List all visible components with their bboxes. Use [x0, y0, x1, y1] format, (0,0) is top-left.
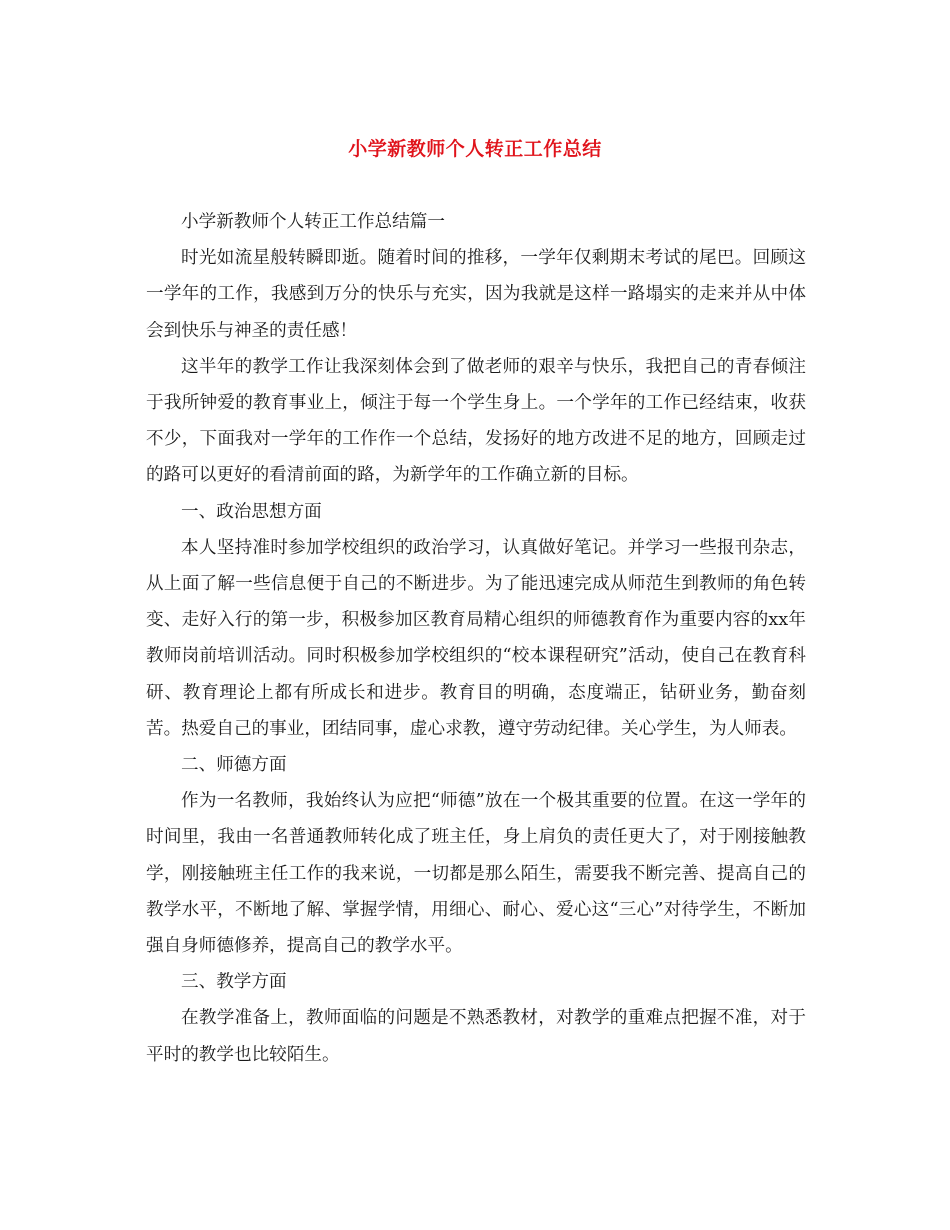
document-title: 小学新教师个人转正工作总结 [348, 138, 602, 160]
section-heading: 二、师德方面 [181, 755, 287, 776]
paragraph: 时光如流星般转瞬即逝。随着时间的推移，一学年仅剩期末考试的尾巴。回顾这一学年的工作，我感到万分的快乐与充实，因为我就是这样一路塌实的走来并从中体会到快乐与神圣的责任感！ [146, 248, 806, 341]
paragraph: 作为一名教师，我始终认为应把“师德”放在一个极其重要的位置。在这一学年的时间里，我由一名普通教师转化成了班主任，身上肩负的责任更大了，对于刚接触教学，刚接触班主任工作的我来说，一切都是那么陌生，需要我不断完善、提高自己的教学水平，不断地了解、掌握学情，用细心、耐心、爱心这“三心”对待学生，不断加强自身师德修养，提高自己的教学水平。 [146, 791, 806, 957]
section-heading: 一、政治思想方面 [181, 501, 322, 522]
document-body [146, 204, 806, 1073]
paragraph: 在教学准备上，教师面临的问题是不熟悉教材，对教学的重难点把握不准，对于平时的教学也比较陌生。 [146, 1008, 806, 1065]
section-heading: 三、教学方面 [181, 972, 287, 993]
section-heading: 小学新教师个人转正工作总结篇一 [181, 212, 445, 232]
paragraph: 本人坚持准时参加学校组织的政治学习，认真做好笔记。并学习一些报刊杂志，从上面了解一些信息便于自己的不断进步。为了能迅速完成从师范生到教师的角色转变、走好入行的第一步，积极参加区教育局精心组织的师德教育作为重要内容的xx年教师岗前培训活动。同时积极参加学校组织的“校本课程研究”活动，使自己在教育科研、教育理论上都有所成长和进步。教育目的明确，态度端正，钻研业务，勤奋刻苦。热爱自己的事业，团结同事，虚心求教，遵守劳动纪律。关心学生，为人师表。 [146, 537, 806, 739]
paragraph: 这半年的教学工作让我深刻体会到了做老师的艰辛与快乐，我把自己的青春倾注于我所钟爱的教育事业上，倾注于每一个学生身上。一个学年的工作已经结束，收获不少，下面我对一学年的工作作一个总结，发扬好的地方改进不足的地方，回顾走过的路可以更好的看清前面的路，为新学年的工作确立新的目标。 [146, 356, 806, 486]
